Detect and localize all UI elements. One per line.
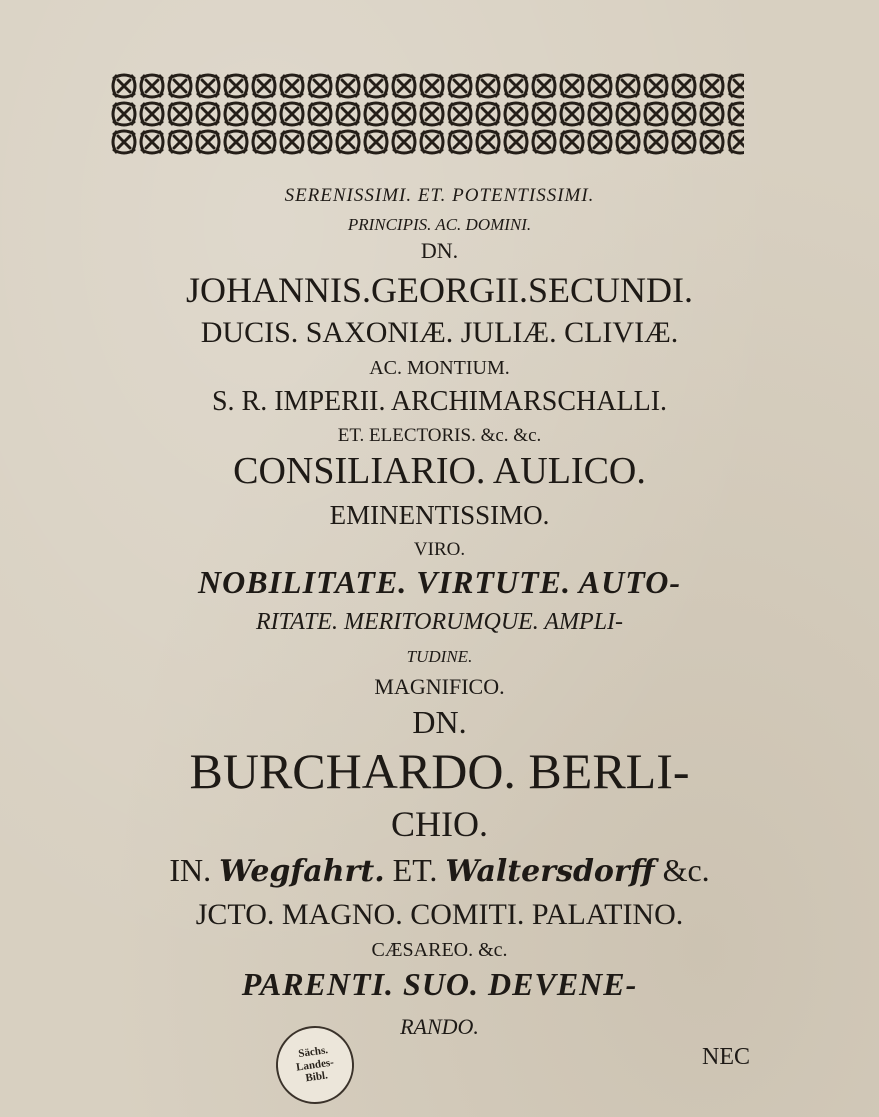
dedication-line: RITATE. MERITORUMQUE. AMPLI- bbox=[255, 609, 624, 635]
dedication-line: RANDO. bbox=[400, 1014, 479, 1039]
dedication-line: MAGNIFICO. bbox=[374, 674, 505, 699]
dedication-line-with-fraktur bbox=[0, 854, 879, 887]
catchword: NEC bbox=[702, 1044, 750, 1070]
dedication-line: CHIO. bbox=[391, 804, 488, 844]
dedication-line: DUCIS. SAXONIÆ. JULIÆ. CLIVIÆ. bbox=[200, 316, 679, 349]
stamp-text: Sächs. bbox=[297, 1044, 329, 1061]
dedication-line: VIRO. bbox=[413, 539, 466, 560]
stamp-text: Landes- bbox=[295, 1056, 335, 1074]
line-text: ET. bbox=[392, 852, 438, 888]
dedication-line: NOBILITATE. VIRTUTE. AUTO- bbox=[198, 564, 681, 600]
dedication-line: ET. ELECTORIS. &c. &c. bbox=[337, 425, 542, 446]
dedication-line: CONSILIARIO. AULICO. bbox=[233, 450, 646, 492]
dedication-line: EMINENTISSIMO. bbox=[329, 500, 550, 530]
dedication-line: JOHANNIS.GEORGII.SECUNDI. bbox=[186, 270, 693, 310]
line-text: &c. bbox=[662, 852, 710, 888]
line-text: IN. bbox=[169, 852, 212, 888]
dedication-line: DN. bbox=[420, 238, 459, 263]
dedication-line: AC. MONTIUM. bbox=[369, 357, 510, 379]
dedication-line: PARENTI. SUO. DEVENE- bbox=[241, 966, 638, 1002]
dedication-line: CÆSAREO. &c. bbox=[371, 939, 508, 961]
dedication-line: S. R. IMPERII. ARCHIMARSCHALLI. bbox=[211, 386, 668, 417]
dedication-line: DN. bbox=[412, 704, 467, 740]
dedication-line: BURCHARDO. BERLI- bbox=[189, 743, 690, 799]
dedication-line: PRINCIPIS. AC. DOMINI. bbox=[347, 215, 532, 234]
dedication-line: TUDINE. bbox=[406, 647, 473, 666]
ornamental-header-border bbox=[110, 72, 744, 162]
place-name-wegfahrt: Wegfahrt. bbox=[219, 854, 385, 889]
dedication-line: SERENISSIMI. ET. POTENTISSIMI. bbox=[284, 185, 595, 206]
dedication-line: JCTO. MAGNO. COMITI. PALATINO. bbox=[195, 898, 684, 931]
stamp-text: Bibl. bbox=[304, 1069, 329, 1085]
place-name-waltersdorff: Waltersdorff bbox=[445, 854, 655, 889]
